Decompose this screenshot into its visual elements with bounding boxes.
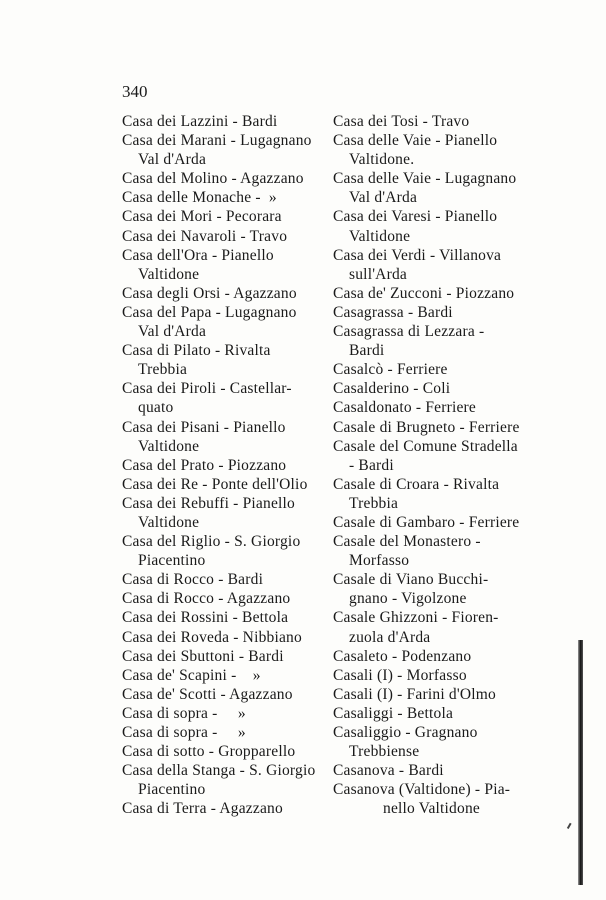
index-entry: Casa dei Lazzini - Bardi bbox=[122, 113, 278, 130]
index-entry: Casa dell'Ora - Pianello bbox=[122, 246, 274, 264]
index-entry: Casaldonato - Ferriere bbox=[333, 399, 476, 417]
index-entry: Casanova (Valtidone) - Pia- bbox=[333, 781, 511, 799]
index-entry: Casa dei Roveda - Nibbiano bbox=[122, 628, 302, 646]
index-entry: Casa dei Pisani - Pianello bbox=[122, 418, 286, 436]
index-entry: Casa degli Orsi - Agazzano bbox=[122, 284, 297, 302]
index-entry: Casa di Rocco - Agazzano bbox=[122, 590, 291, 608]
index-entry: Casa dei Re - Ponte dell'Olio bbox=[122, 475, 308, 493]
entry-continuation: zuola d'Arda bbox=[349, 628, 431, 646]
index-entry: Casa dei Mori - Pecorara bbox=[122, 208, 282, 226]
entry-continuation: Val d'Arda bbox=[349, 189, 418, 207]
index-entry: Casa di sopra - » bbox=[122, 724, 246, 741]
index-entry: Casa di sotto - Gropparello bbox=[122, 743, 296, 761]
index-entry: Casali (I) - Morfasso bbox=[333, 666, 467, 684]
index-entry: Casa delle Monache - » bbox=[122, 189, 277, 207]
index-entry: Casa de' Zucconi - Piozzano bbox=[333, 284, 515, 302]
index-entry: Casa del Riglio - S. Giorgio bbox=[122, 533, 301, 551]
index-entry: Casa dei Varesi - Pianello bbox=[333, 208, 498, 226]
entry-continuation: Valtidone bbox=[138, 265, 200, 283]
index-entry: Casa dei Rossini - Bettola bbox=[122, 609, 289, 627]
index-entry: Casale di Croara - Rivalta bbox=[333, 475, 500, 493]
page-number: 340 bbox=[122, 82, 148, 101]
index-entry: Casa dei Sbuttoni - Bardi bbox=[122, 647, 284, 665]
index-entry: Casa della Stanga - S. Giorgio bbox=[122, 762, 316, 780]
index-entry: Casaliggio - Gragnano bbox=[333, 724, 478, 741]
index-entry: Casa dei Tosi - Travo bbox=[333, 113, 470, 130]
entry-continuation: Trebbiense bbox=[349, 743, 420, 761]
index-entry: Casale di Gambaro - Ferriere bbox=[333, 513, 520, 531]
index-entry: Casa del Prato - Piozzano bbox=[122, 456, 287, 474]
index-entry: Casa dei Piroli - Castellar- bbox=[122, 380, 292, 398]
right-column bbox=[333, 112, 520, 818]
index-entry: Casa de' Scapini - » bbox=[122, 666, 261, 684]
index-entry: Casa di sopra - » bbox=[122, 704, 246, 722]
index-entry: Casale di Viano Bucchi- bbox=[333, 571, 489, 589]
index-entry: Casagrassa - Bardi bbox=[333, 303, 453, 321]
entry-continuation: Valtidone bbox=[349, 227, 411, 245]
entry-continuation: Piacentino bbox=[138, 781, 206, 799]
index-entry: Casale del Monastero - bbox=[333, 533, 481, 551]
entry-continuation: Bardi bbox=[349, 342, 385, 360]
index-entry: Casa de' Scotti - Agazzano bbox=[122, 685, 293, 703]
index-entry: Casa del Molino - Agazzano bbox=[122, 170, 304, 188]
index-entry: Casa del Papa - Lugagnano bbox=[122, 303, 297, 321]
index-entry: Casale di Brugneto - Ferriere bbox=[333, 418, 520, 436]
entry-continuation: quato bbox=[138, 399, 174, 417]
entry-continuation: Trebbia bbox=[349, 494, 399, 512]
index-entry: Casale Ghizzoni - Fioren- bbox=[333, 609, 499, 627]
index-entry: Casalcò - Ferriere bbox=[333, 361, 448, 379]
index-entry: Casa di Terra - Agazzano bbox=[122, 800, 283, 818]
entry-continuation: Val d'Arda bbox=[138, 323, 207, 341]
index-entry: Casaliggi - Bettola bbox=[333, 704, 454, 722]
index-entry: Casagrassa di Lezzara - bbox=[333, 323, 485, 341]
entry-continuation: - Bardi bbox=[349, 456, 394, 474]
entry-continuation: Valtidone. bbox=[349, 151, 415, 169]
entry-continuation: Val d'Arda bbox=[138, 151, 207, 169]
index-entry: Casanova - Bardi bbox=[333, 762, 444, 780]
index-entry: Casa dei Marani - Lugagnano bbox=[122, 132, 312, 150]
index-entry: Casa delle Vaie - Pianello bbox=[333, 132, 498, 150]
entry-continuation: gnano - Vigolzone bbox=[349, 590, 467, 608]
page-binding-edge bbox=[578, 640, 583, 885]
index-entry: Casa di Rocco - Bardi bbox=[122, 571, 264, 589]
index-entry: Casa dei Rebuffi - Pianello bbox=[122, 494, 295, 512]
left-column bbox=[122, 112, 315, 818]
entry-continuation: nello Valtidone bbox=[383, 800, 480, 818]
index-entry: Casa dei Navaroli - Travo bbox=[122, 227, 288, 245]
entry-continuation: sull'Arda bbox=[349, 265, 407, 283]
entry-continuation: Piacentino bbox=[138, 552, 206, 570]
index-entry: Casa dei Verdi - Villanova bbox=[333, 246, 502, 264]
scan-mark bbox=[567, 823, 571, 829]
index-entry: Casaleto - Podenzano bbox=[333, 647, 472, 665]
index-entry: Casalderino - Coli bbox=[333, 380, 451, 398]
entry-continuation: Trebbia bbox=[138, 361, 188, 379]
index-entry: Casale del Comune Stradella bbox=[333, 437, 518, 455]
index-entry: Casa di Pilato - Rivalta bbox=[122, 342, 271, 360]
index-entry: Casali (I) - Farini d'Olmo bbox=[333, 685, 496, 703]
index-entry: Casa delle Vaie - Lugagnano bbox=[333, 170, 517, 188]
entry-continuation: Valtidone bbox=[138, 437, 200, 455]
entry-continuation: Valtidone bbox=[138, 513, 200, 531]
entry-continuation: Morfasso bbox=[349, 552, 410, 570]
